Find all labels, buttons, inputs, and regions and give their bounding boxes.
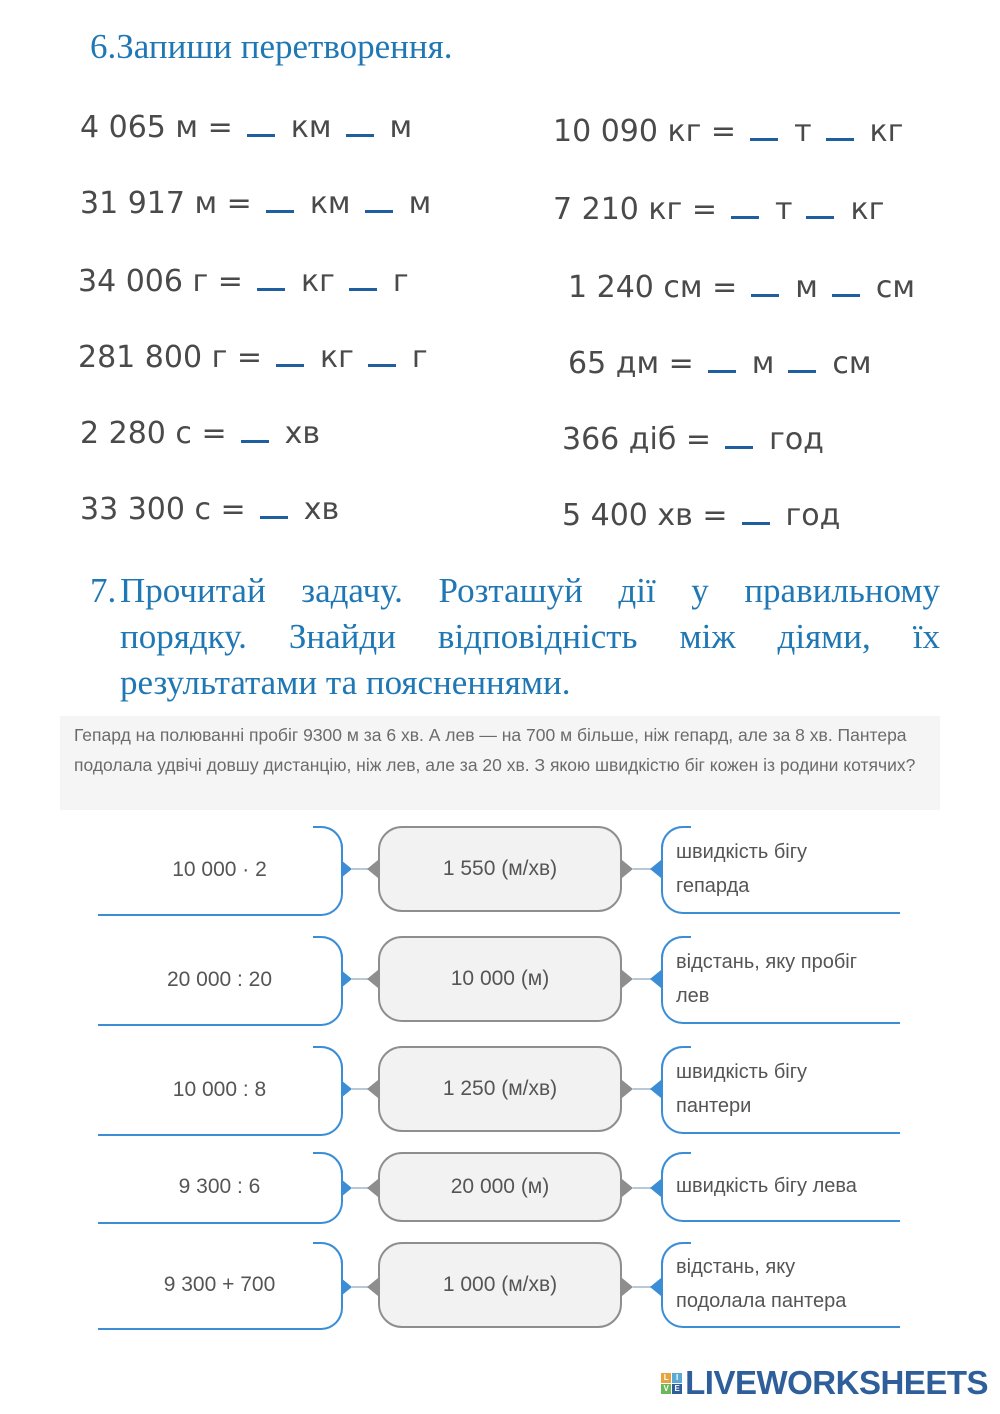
connector-dot[interactable] xyxy=(367,970,378,988)
connector-dot[interactable] xyxy=(622,1278,633,1296)
connector-dot[interactable] xyxy=(650,1080,661,1098)
connector-dot[interactable] xyxy=(650,1179,661,1197)
connector-dot[interactable] xyxy=(367,860,378,878)
conversion-unit: см xyxy=(875,270,915,305)
result-text: 1 250 (м/хв) xyxy=(442,1077,558,1100)
conversion-item xyxy=(80,412,320,451)
conversion-unit: кг xyxy=(300,264,335,299)
conversion-expression: 5 400 хв = xyxy=(562,498,728,533)
answer-blank[interactable] xyxy=(266,182,294,213)
conversion-item xyxy=(80,182,431,221)
conversion-unit: кг xyxy=(850,192,885,227)
match-row xyxy=(98,1152,900,1242)
conversion-unit: год xyxy=(769,422,824,457)
conversion-expression: 366 діб = xyxy=(562,422,712,457)
action-card[interactable] xyxy=(98,1046,343,1136)
conversion-unit: г xyxy=(392,264,409,299)
connector-dot[interactable] xyxy=(622,970,633,988)
conversion-expression: 7 210 кг = xyxy=(553,192,717,227)
conversion-unit: м xyxy=(795,270,818,305)
action-text: 10 000 : 8 xyxy=(172,1078,267,1101)
conversion-unit: м xyxy=(389,110,413,145)
result-text: 1 000 (м/хв) xyxy=(442,1273,558,1296)
conversion-item xyxy=(568,342,872,381)
action-text: 9 300 + 700 xyxy=(163,1273,276,1296)
result-text: 10 000 (м) xyxy=(450,967,550,990)
answer-blank[interactable] xyxy=(725,418,753,449)
connector-dot[interactable] xyxy=(622,860,633,878)
explanation-card[interactable] xyxy=(661,1046,900,1134)
connector-dot[interactable] xyxy=(341,1080,352,1098)
conversion-item xyxy=(78,260,409,299)
action-card[interactable] xyxy=(98,1152,343,1224)
conversion-unit: хв xyxy=(284,416,321,451)
conversion-expression: 65 дм = xyxy=(568,346,694,381)
conversion-item xyxy=(80,488,339,527)
connector-dot[interactable] xyxy=(367,1179,378,1197)
conversion-item xyxy=(553,188,884,227)
conversion-unit: г xyxy=(411,340,428,375)
answer-blank[interactable] xyxy=(241,412,269,443)
conversion-expression: 31 917 м = xyxy=(80,186,252,221)
explanation-card[interactable] xyxy=(661,1152,900,1222)
conversion-unit: кг xyxy=(320,340,354,375)
conversion-item xyxy=(553,110,903,149)
result-card[interactable] xyxy=(378,1152,622,1222)
action-text: 10 000 · 2 xyxy=(172,858,267,881)
conversion-unit: км xyxy=(309,186,351,221)
task6-heading xyxy=(90,24,452,70)
problem-text: Гепард на полюванні пробіг 9300 м за 6 хв. А лев — на 700 м більше, ніж гепард, але за 8 хв. Пантера подолала удвічі довшу дистанцію, ніж лев, але за 20 хв. З якою швидкістю біг кожен із родини котячих? xyxy=(60,716,940,810)
conversion-expression: 10 090 кг = xyxy=(553,114,737,149)
conversion-expression: 33 300 с = xyxy=(80,492,246,527)
answer-blank[interactable] xyxy=(708,342,736,373)
conversion-unit: м xyxy=(751,346,775,381)
answer-blank[interactable] xyxy=(751,266,779,297)
logo-text: LIVEWORKSHEETS xyxy=(685,1364,988,1401)
connector-dot[interactable] xyxy=(341,1179,352,1197)
action-card[interactable] xyxy=(98,826,343,916)
conversion-item xyxy=(78,336,428,375)
task6-title: Запиши перетворення. xyxy=(116,27,453,66)
connector-dot[interactable] xyxy=(341,970,352,988)
answer-blank[interactable] xyxy=(260,488,288,519)
match-row xyxy=(98,1242,900,1332)
conversion-unit: хв xyxy=(303,492,340,527)
answer-blank[interactable] xyxy=(346,106,374,137)
connector-dot[interactable] xyxy=(650,1278,661,1296)
connector-dot[interactable] xyxy=(650,970,661,988)
result-card[interactable] xyxy=(378,826,622,912)
answer-blank[interactable] xyxy=(731,188,759,219)
connector-dot[interactable] xyxy=(367,1278,378,1296)
explanation-text: відстань, яку подолала пантера xyxy=(676,1256,847,1312)
match-row xyxy=(98,936,900,1026)
task7-title: Прочитай задачу. Розташуй дії у правильному порядку. Знайди відповідність між діями, їх результатами та поясненнями. xyxy=(120,571,940,702)
task7-number: 7. xyxy=(90,571,117,610)
answer-blank[interactable] xyxy=(276,336,304,367)
match-row xyxy=(98,826,900,916)
conversion-unit: кг xyxy=(869,114,904,149)
result-text: 1 550 (м/хв) xyxy=(442,857,558,880)
answer-blank[interactable] xyxy=(365,182,393,213)
conversion-item xyxy=(568,266,915,305)
connector-dot[interactable] xyxy=(622,1179,633,1197)
answer-blank[interactable] xyxy=(750,110,778,141)
action-card[interactable] xyxy=(98,936,343,1026)
explanation-text: швидкість бігу гепарда xyxy=(676,841,808,897)
answer-blank[interactable] xyxy=(806,188,834,219)
conversion-expression: 4 065 м = xyxy=(80,110,233,145)
explanation-text: швидкість бігу пантери xyxy=(676,1061,808,1117)
explanation-text: швидкість бігу лева xyxy=(676,1175,857,1197)
connector-dot[interactable] xyxy=(341,860,352,878)
action-card[interactable] xyxy=(98,1242,343,1330)
task6-number: 6. xyxy=(90,27,117,66)
conversion-unit: км xyxy=(290,110,332,145)
conversion-unit: м xyxy=(408,186,432,221)
task7-heading xyxy=(90,568,940,706)
connector-dot[interactable] xyxy=(622,1080,633,1098)
result-card[interactable] xyxy=(378,936,622,1022)
conversion-expression: 34 006 г = xyxy=(78,264,243,299)
answer-blank[interactable] xyxy=(349,260,377,291)
conversion-unit: т xyxy=(794,114,812,149)
match-row xyxy=(98,1046,900,1136)
answer-blank[interactable] xyxy=(257,260,285,291)
result-card[interactable] xyxy=(378,1046,622,1132)
answer-blank[interactable] xyxy=(368,336,396,367)
conversion-item xyxy=(562,418,824,457)
explanation-card[interactable] xyxy=(661,1242,900,1328)
answer-blank[interactable] xyxy=(788,342,816,373)
result-card[interactable] xyxy=(378,1242,622,1328)
result-text: 20 000 (м) xyxy=(450,1175,550,1198)
connector-dot[interactable] xyxy=(650,860,661,878)
conversion-unit: год xyxy=(785,498,841,533)
conversion-item xyxy=(80,106,412,145)
live-badge-icon: L I V E xyxy=(661,1373,682,1394)
explanation-card[interactable] xyxy=(661,936,900,1024)
action-text: 20 000 : 20 xyxy=(166,968,273,991)
answer-blank[interactable] xyxy=(742,494,770,525)
connector-dot[interactable] xyxy=(341,1278,352,1296)
answer-blank[interactable] xyxy=(826,110,854,141)
conversion-unit: см xyxy=(832,346,872,381)
liveworksheets-logo xyxy=(661,1364,988,1402)
conversion-expression: 1 240 см = xyxy=(568,270,738,305)
connector-dot[interactable] xyxy=(367,1080,378,1098)
explanation-card[interactable] xyxy=(661,826,900,914)
action-text: 9 300 : 6 xyxy=(178,1175,261,1198)
answer-blank[interactable] xyxy=(832,266,860,297)
conversion-expression: 2 280 с = xyxy=(80,416,227,451)
conversion-expression: 281 800 г = xyxy=(78,340,263,375)
conversion-unit: т xyxy=(774,192,793,227)
answer-blank[interactable] xyxy=(247,106,275,137)
conversion-item xyxy=(562,494,840,533)
explanation-text: відстань, яку пробіг лев xyxy=(676,951,858,1007)
